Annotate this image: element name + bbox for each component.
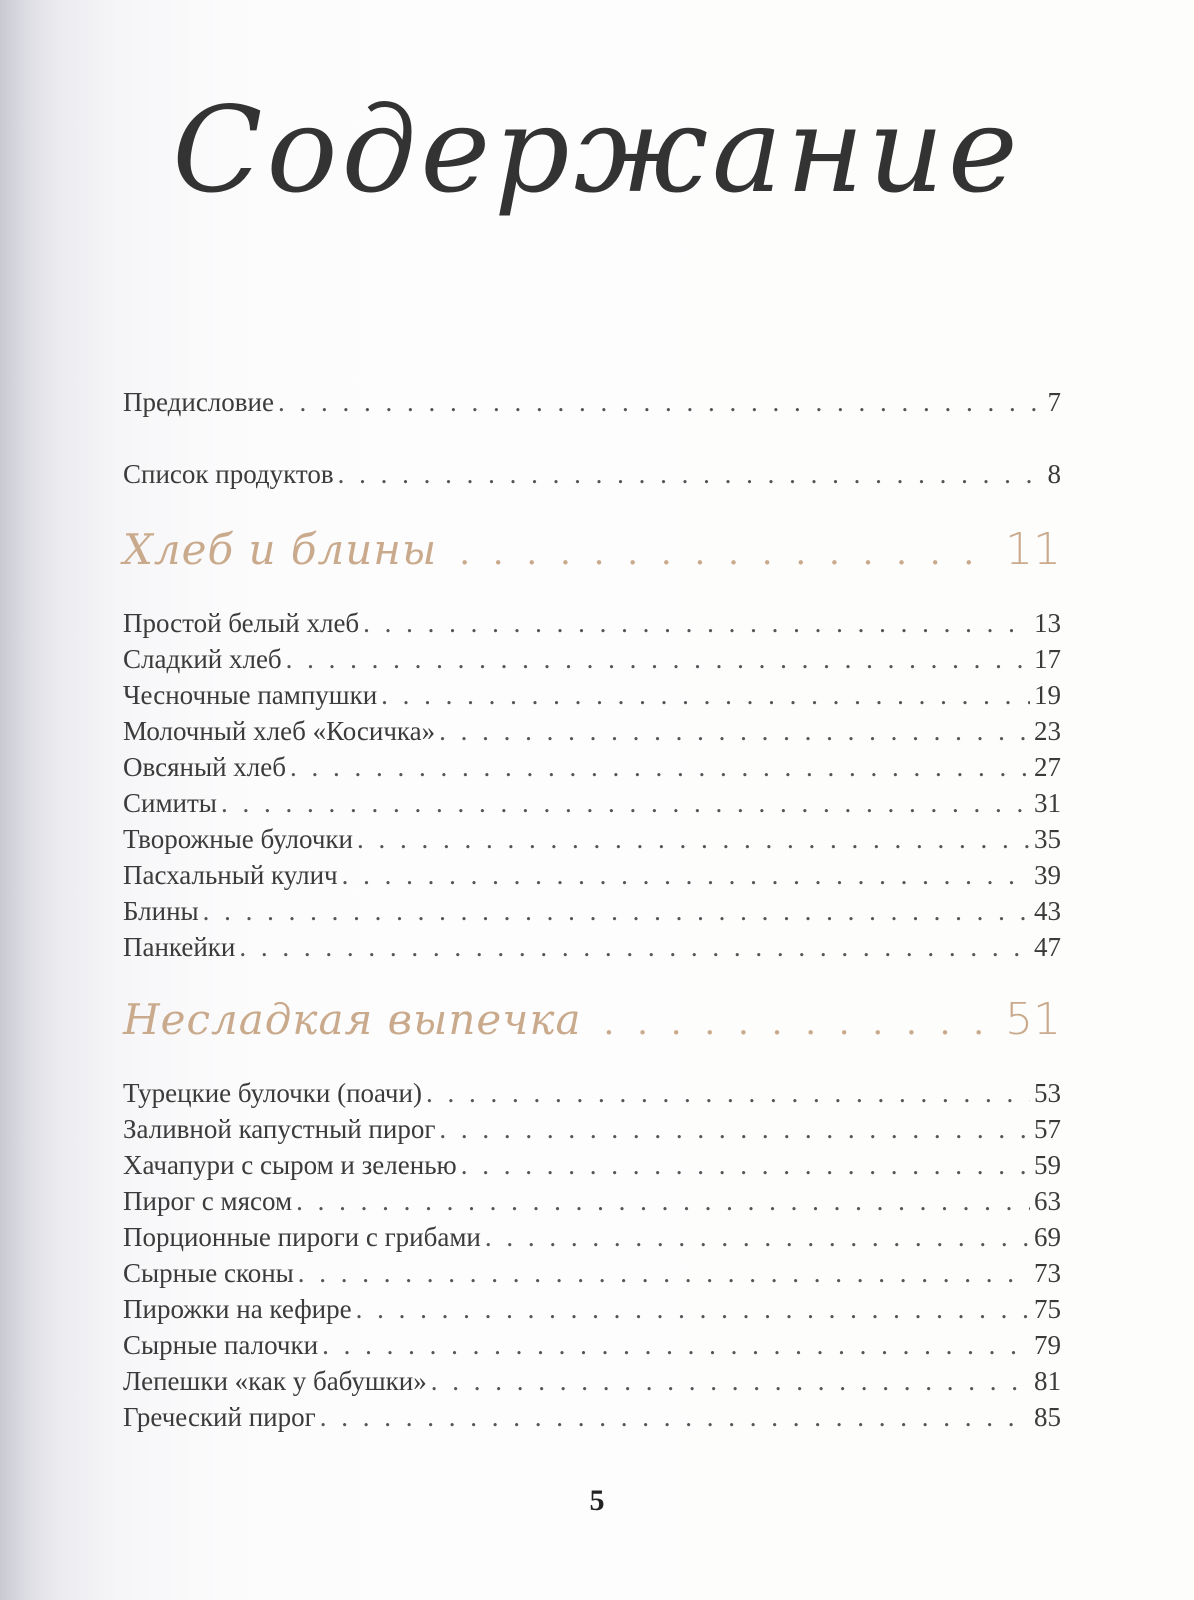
toc-entry-label: Молочный хлеб «Косичка»	[123, 716, 436, 746]
dot-leader	[604, 993, 996, 1053]
toc-entry-label: Лепешки «как у бабушки»	[123, 1366, 427, 1396]
toc-entry[interactable]	[123, 1255, 1061, 1291]
toc-entry-label: Турецкие булочки (поачи)	[123, 1078, 422, 1108]
toc-entry-label: Порционные пироги с грибами	[123, 1222, 481, 1252]
dot-leader	[239, 929, 1030, 965]
toc-entry-page: 17	[1034, 644, 1061, 674]
toc-entry[interactable]	[123, 1147, 1061, 1183]
toc-entry[interactable]	[123, 641, 1061, 677]
toc-entry-page: 75	[1034, 1294, 1061, 1324]
dot-leader	[338, 456, 1044, 492]
section-title: Несладкая выпечка	[123, 995, 582, 1044]
toc-entry-label: Пасхальный кулич	[123, 860, 338, 890]
dot-leader	[278, 384, 1044, 420]
toc-entry[interactable]	[123, 749, 1061, 785]
toc-entry[interactable]	[123, 1399, 1061, 1435]
section-title: Хлеб и блины	[123, 525, 438, 574]
toc-entry-page: 7	[1047, 387, 1061, 417]
toc-entry-label: Пирог с мясом	[123, 1186, 293, 1216]
toc-entry-page: 79	[1034, 1330, 1061, 1360]
toc-entry-page: 57	[1034, 1114, 1061, 1144]
toc-entry[interactable]	[123, 929, 1061, 965]
section-page: 51	[1005, 994, 1061, 1045]
dot-leader	[461, 1147, 1030, 1183]
toc-entry[interactable]	[123, 1291, 1061, 1327]
section-heading[interactable]	[123, 990, 1061, 1050]
toc-entry-label: Овсяный хлеб	[123, 752, 286, 782]
page-title: Содержание	[172, 81, 1022, 219]
toc-entry-label: Чесночные пампушки	[123, 680, 378, 710]
dot-leader	[431, 1363, 1030, 1399]
toc-entry-label: Простой белый хлеб	[123, 608, 360, 638]
toc-entry[interactable]	[123, 785, 1061, 821]
dot-leader	[356, 1291, 1030, 1327]
toc-entry-page: 81	[1034, 1366, 1061, 1396]
toc-entry-page: 23	[1034, 716, 1061, 746]
toc-entry-label: Блины	[123, 896, 199, 926]
dot-leader	[320, 1399, 1030, 1435]
toc-entry[interactable]	[123, 1219, 1061, 1255]
dot-leader	[485, 1219, 1030, 1255]
toc-entry[interactable]	[123, 857, 1061, 893]
toc-entry-page: 59	[1034, 1150, 1061, 1180]
dot-leader	[221, 785, 1030, 821]
toc-entry-page: 53	[1034, 1078, 1061, 1108]
toc-entry[interactable]	[123, 605, 1061, 641]
dot-leader	[439, 1111, 1030, 1147]
toc-entry-label: Творожные булочки	[123, 824, 353, 854]
dot-leader	[439, 713, 1030, 749]
section-heading[interactable]	[123, 520, 1061, 580]
dot-leader	[357, 821, 1030, 857]
toc-entry-page: 19	[1034, 680, 1061, 710]
dot-leader	[286, 641, 1030, 677]
toc-entry[interactable]	[123, 677, 1061, 713]
toc-entry[interactable]	[123, 821, 1061, 857]
toc-entry-page: 69	[1034, 1222, 1061, 1252]
toc-entry[interactable]	[123, 1183, 1061, 1219]
toc-entry-page: 43	[1034, 896, 1061, 926]
toc-entry-label: Заливной капустный пирог	[123, 1114, 436, 1144]
toc-entry-page: 35	[1034, 824, 1061, 854]
toc-entry[interactable]	[123, 1111, 1061, 1147]
toc-entry-label: Хачапури с сыром и зеленью	[123, 1150, 457, 1180]
dot-leader	[342, 857, 1030, 893]
toc-entry-page: 8	[1047, 459, 1061, 489]
toc-entry-label: Симиты	[123, 788, 217, 818]
toc-entry-page: 31	[1034, 788, 1061, 818]
toc-entry[interactable]	[123, 1363, 1061, 1399]
toc-entry-label: Сырные палочки	[123, 1330, 319, 1360]
toc-entry-label: Панкейки	[123, 932, 236, 962]
dot-leader	[381, 677, 1030, 713]
dot-leader	[290, 749, 1030, 785]
toc-entry-label: Список продуктов	[123, 459, 334, 489]
section-page: 11	[1005, 524, 1061, 575]
toc-entry[interactable]	[123, 1075, 1061, 1111]
toc-entry[interactable]	[123, 893, 1061, 929]
toc-entry-label: Пирожки на кефире	[123, 1294, 352, 1324]
toc-entry-page: 39	[1034, 860, 1061, 890]
toc-entry-label: Сырные сконы	[123, 1258, 294, 1288]
toc-entry[interactable]	[123, 456, 1061, 492]
dot-leader	[322, 1327, 1030, 1363]
toc-entry-page: 63	[1034, 1186, 1061, 1216]
toc-entry-page: 73	[1034, 1258, 1061, 1288]
toc-entry[interactable]	[123, 713, 1061, 749]
toc-entry[interactable]	[123, 1327, 1061, 1363]
toc-entry[interactable]	[123, 384, 1061, 420]
dot-leader	[203, 893, 1030, 929]
toc-entry-page: 47	[1034, 932, 1061, 962]
toc-entry-page: 27	[1034, 752, 1061, 782]
toc-entry-page: 13	[1034, 608, 1061, 638]
toc-entry-label: Предисловие	[123, 387, 274, 417]
dot-leader	[459, 523, 995, 583]
dot-leader	[298, 1255, 1030, 1291]
dot-leader	[296, 1183, 1030, 1219]
dot-leader	[426, 1075, 1030, 1111]
toc-entry-label: Греческий пирог	[123, 1402, 316, 1432]
dot-leader	[363, 605, 1030, 641]
toc-entry-page: 85	[1034, 1402, 1061, 1432]
page-number: 5	[589, 1484, 605, 1517]
toc-entry-label: Сладкий хлеб	[123, 644, 282, 674]
